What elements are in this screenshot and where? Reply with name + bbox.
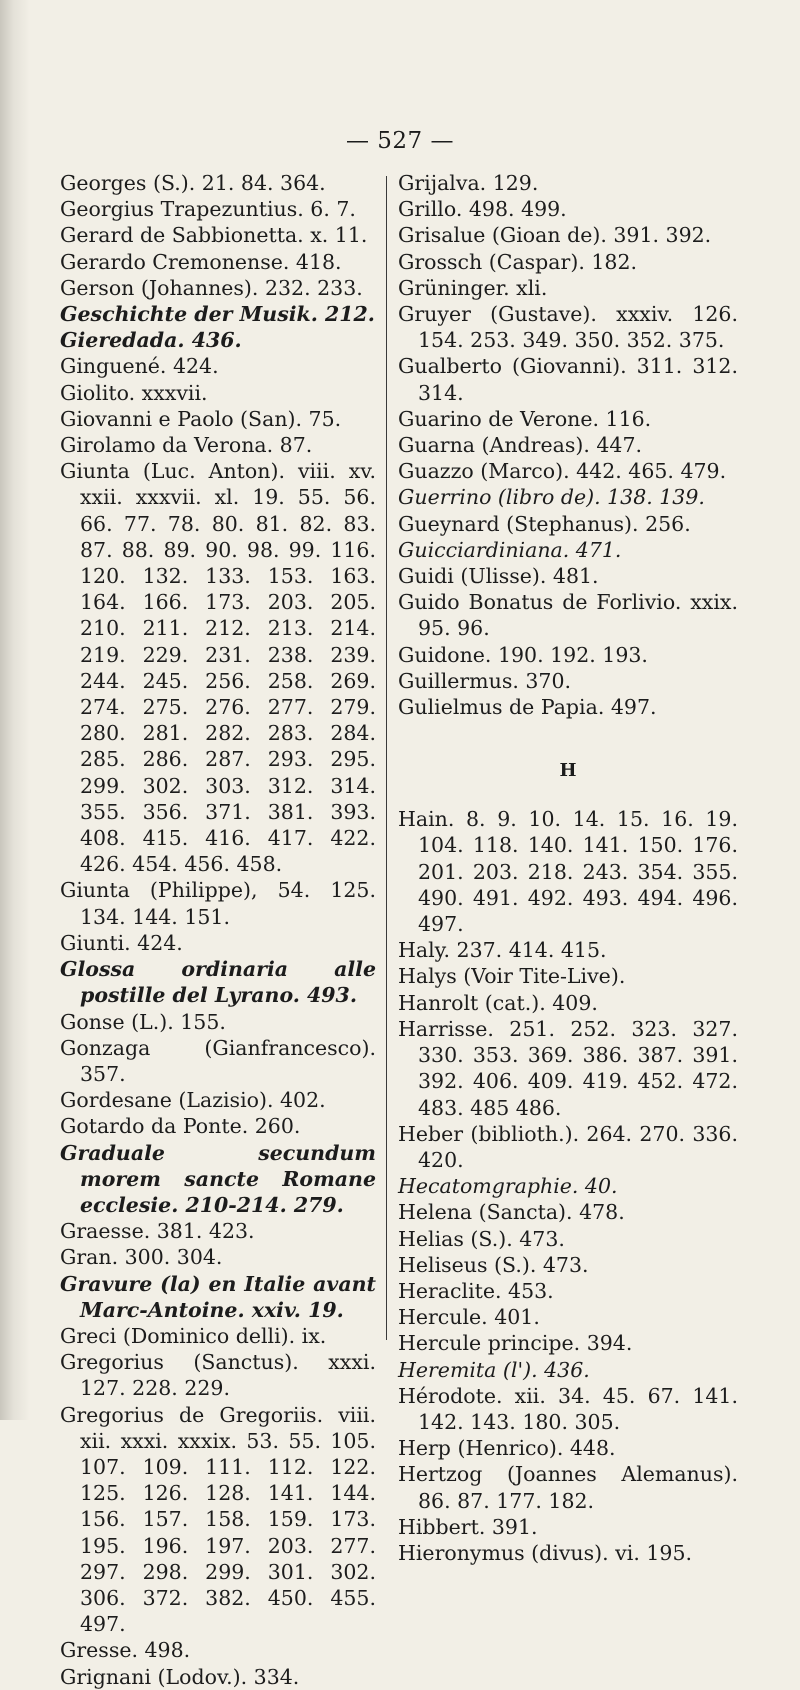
index-entry: Guicciardiniana. 471. <box>398 537 622 562</box>
index-entry: Gonzaga (Gianfrancesco). 357. <box>60 1035 376 1086</box>
index-entry: Glossa ordinaria alle postille del Lyrano. 493. <box>60 957 376 1008</box>
page-edge-shadow <box>0 0 30 1420</box>
page-number: — 527 — <box>345 128 455 154</box>
index-entry: Greci (Dominico delli). ix. <box>60 1323 327 1348</box>
index-entry: Guido Bonatus de Forlivio. xxix. 95. 96. <box>398 590 738 641</box>
section-letter-heading: H <box>559 760 577 782</box>
index-entry: Gordesane (Lazisio). 402. <box>60 1088 326 1113</box>
index-entry: Giovanni e Paolo (San). 75. <box>60 406 342 431</box>
index-entry: Giunta (Luc. Anton). viii. xv. xxii. xxxvii. xl. 19. 55. 56. 66. 77. 78. 80. 81. 82. 83. 87. 88. 89. 90. 98. 99. 116. 120. 132. 133. 153. 163. 164. 166. 173. 203. 205. 210. 211. 212. 213. 214. 219. 229. 231. 238. 239. 244. 245. 256. 258. 269. 274. 275. 276. 277. 279. 280. 281. 282. 283. 284. 285. 286. 287. 293. 295. 299. 302. 303. 312. 314. 355. 356. 371. 381. 393. 408. 415. 416. 417. 422. 426. 454. 456. 458. <box>60 459 376 877</box>
index-entry: Gregorius (Sanctus). xxxi. 127. 228. 229. <box>60 1350 376 1401</box>
index-entry: Guidone. 190. 192. 193. <box>398 642 648 667</box>
index-entry: Ginguené. 424. <box>60 354 219 379</box>
index-entry: Hain. 8. 9. 10. 14. 15. 16. 19. 104. 118. 140. 141. 150. 176. 201. 203. 218. 243. 354. 355. 490. 491. 492. 493. 494. 496. 497. <box>398 807 738 937</box>
index-entry: Graduale secundum morem sancte Romane ecclesie. 210-214. 279. <box>60 1140 376 1217</box>
index-entry: Gerardo Cremonense. 418. <box>60 249 342 274</box>
index-entry: Heliseus (S.). 473. <box>398 1252 589 1277</box>
index-entry: Guarino de Verone. 116. <box>398 406 652 431</box>
index-entry: Hercule principe. 394. <box>398 1331 633 1356</box>
index-entry: Halys (Voir Tite-Live). <box>398 964 626 989</box>
index-entry: Grillo. 498. 499. <box>398 197 567 222</box>
index-entry: Heber (biblioth.). 264. 270. 336. 420. <box>398 1121 738 1172</box>
index-entry: Gresse. 498. <box>60 1638 191 1663</box>
index-entry: Georges (S.). 21. 84. 364. <box>60 171 326 195</box>
index-entry: Gonse (L.). 155. <box>60 1009 226 1034</box>
index-entry: Helena (Sancta). 478. <box>398 1200 625 1225</box>
index-entry: Hertzog (Joannes Alemanus). 86. 87. 177. 182. <box>398 1462 738 1513</box>
index-entry: Georgius Trapezuntius. 6. 7. <box>60 197 356 222</box>
index-entry: Guillermus. 370. <box>398 668 572 693</box>
index-entry: Harrisse. 251. 252. 323. 327. 330. 353. 369. 386. 387. 391. 392. 406. 409. 419. 452. 472. 483. 485 486. <box>398 1016 738 1120</box>
index-entry: Giolito. xxxvii. <box>60 380 208 405</box>
index-column-right <box>398 170 738 1566</box>
index-entry: Grossch (Caspar). 182. <box>398 249 638 274</box>
index-entry: Guerrino (libro de). 138. 139. <box>398 485 705 510</box>
index-entry: Giunta (Philippe), 54. 125. 134. 144. 151. <box>60 878 376 929</box>
index-column-left <box>60 170 376 1690</box>
index-entry: Gotardo da Ponte. 260. <box>60 1114 301 1139</box>
index-entry: Gran. 300. 304. <box>60 1245 223 1270</box>
index-entry: Hecatomgraphie. 40. <box>398 1174 618 1199</box>
index-entry: Hérodote. xii. 34. 45. 67. 141. 142. 143. 180. 305. <box>398 1383 738 1434</box>
index-entry: Grignani (Lodov.). 334. <box>60 1664 300 1689</box>
index-entry: Gerard de Sabbionetta. x. 11. <box>60 223 368 248</box>
index-entry: Gregorius de Gregoriis. viii. xii. xxxi. xxxix. 53. 55. 105. 107. 109. 111. 112. 122. 125. 126. 128. 141. 144. 156. 157. 158. 159. 173. 195. 196. 197. 203. 277. 297. 298. 299. 301. 302. 306. 372. 382. 450. 455. 497. <box>60 1402 376 1637</box>
index-entry: Gravure (la) en Italie avant Marc-Antoine. xxiv. 19. <box>60 1271 376 1322</box>
index-entry: Hibbert. 391. <box>398 1514 538 1539</box>
index-entry: Haly. 237. 414. 415. <box>398 938 607 963</box>
index-entry: Gerson (Johannes). 232. 233. <box>60 275 363 300</box>
index-entry: Gueynard (Stephanus). 256. <box>398 511 691 536</box>
index-entry: Grijalva. 129. <box>398 171 539 195</box>
index-entry: Helias (S.). 473. <box>398 1226 565 1251</box>
index-entry: Gulielmus de Papia. 497. <box>398 695 657 720</box>
index-entry: Geschichte der Musik. 212. <box>60 302 375 327</box>
column-divider <box>386 176 387 1340</box>
index-entry: Guarna (Andreas). 447. <box>398 433 643 458</box>
index-entry: Gruyer (Gustave). xxxiv. 126. 154. 253. 349. 350. 352. 375. <box>398 302 738 353</box>
index-entry: Gualberto (Giovanni). 311. 312. 314. <box>398 354 738 405</box>
index-entry: Giunti. 424. <box>60 930 183 955</box>
index-entry: Herp (Henrico). 448. <box>398 1436 616 1461</box>
index-entry: Graesse. 381. 423. <box>60 1219 255 1244</box>
index-entry: Heraclite. 453. <box>398 1278 554 1303</box>
index-entry: Girolamo da Verona. 87. <box>60 433 313 458</box>
index-entry: Gieredada. 436. <box>60 328 242 353</box>
index-entry: Hanrolt (cat.). 409. <box>398 990 598 1015</box>
index-entry: Guazzo (Marco). 442. 465. 479. <box>398 459 727 484</box>
index-entry: Grüninger. xli. <box>398 275 548 300</box>
index-entry: Guidi (Ulisse). 481. <box>398 564 599 589</box>
index-entry: Hercule. 401. <box>398 1305 540 1330</box>
index-entry: Hieronymus (divus). vi. 195. <box>398 1540 692 1565</box>
index-entry: Grisalue (Gioan de). 391. 392. <box>398 223 712 248</box>
index-entry: Heremita (l'). 436. <box>398 1357 590 1382</box>
